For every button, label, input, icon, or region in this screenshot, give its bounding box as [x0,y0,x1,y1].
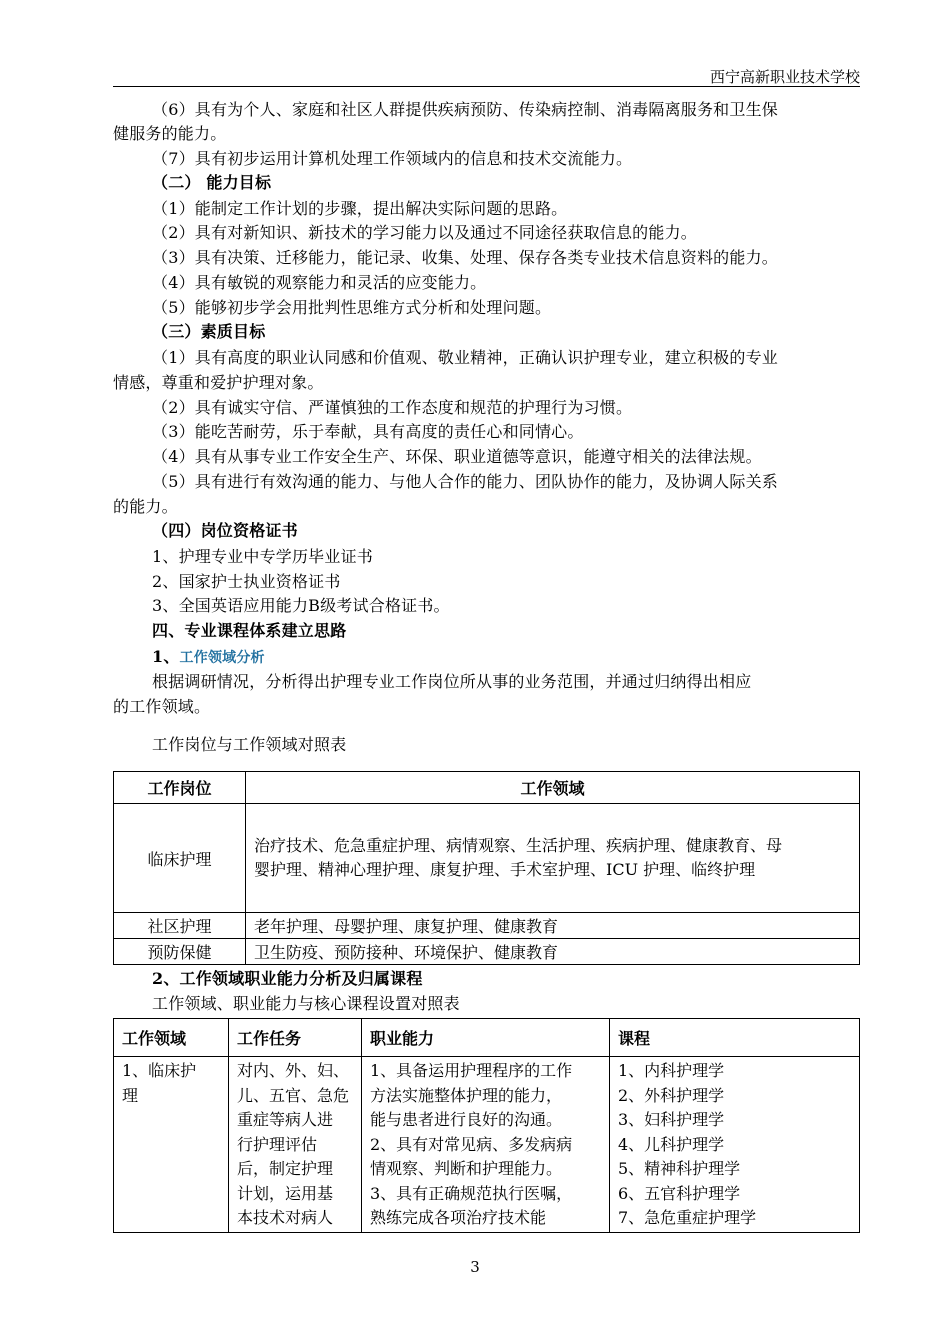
table-row [114,804,860,913]
task-cell [229,1057,362,1233]
cell-text: 本技术对病人 [237,1208,334,1227]
cell-text: 行护理评估 [237,1134,318,1154]
table-header-cell: 工作领域 [246,772,860,804]
table-caption: 工作岗位与工作领域对照表 [152,735,347,754]
post-domain-table [113,771,860,965]
domain-ability-course-table [113,1018,860,1233]
school-name: 西宁高新职业技术学校 [709,68,860,86]
course-item: 3、妇科护理学 [618,1110,725,1129]
subsection-link[interactable]: 工作领域分析 [179,650,265,666]
certificate-item: 2、国家护士执业资格证书 [152,572,341,591]
subsection-heading [152,645,899,670]
cell-text: 对内、外、妇、 [237,1061,350,1080]
post-cell: 临床护理 [114,804,246,913]
table-header-cell: 工作领域 [114,1019,229,1057]
post-cell: 预防保健 [114,939,246,965]
table-header-cell: 工作岗位 [114,772,246,804]
text-line: （4）具有敏锐的观察能力和灵活的应变能力。 [152,273,487,292]
text-line: （2）具有对新知识、新技术的学习能力以及通过不同途径获取信息的能力。 [152,223,697,242]
page-number: 3 [470,1258,480,1276]
subsection-number: 1、 [152,647,180,666]
table-row [114,939,860,965]
table-header-cell: 职业能力 [362,1019,610,1057]
cell-text: 儿、五官、急危 [237,1085,350,1105]
course-item: 6、五官科护理学 [618,1183,741,1203]
text-line: 的工作领域。 [113,697,211,716]
course-item: 5、精神科护理学 [618,1159,741,1178]
table-header-row [114,1019,860,1057]
course-item: 1、内科护理学 [618,1061,725,1080]
table-header-row [114,772,860,804]
table-header-cell: 工作任务 [229,1019,362,1057]
cell-text: 1、具备运用护理程序的工作 [370,1061,573,1080]
post-cell: 社区护理 [114,913,246,939]
certificate-item: 3、全国英语应用能力B级考试合格证书。 [152,596,450,615]
cell-text: 重症等病人进 [237,1110,334,1129]
table-caption: 工作领域、职业能力与核心课程设置对照表 [152,994,460,1013]
chapter-heading: 四、专业课程体系建立思路 [152,621,347,640]
cell-text: 能与患者进行良好的沟通。 [370,1110,563,1129]
text-line: （1）能制定工作计划的步骤，提出解决实际问题的思路。 [152,199,568,218]
text-line: 健服务的能力。 [113,124,227,143]
section-heading: （二） 能力目标 [152,173,272,192]
domain-cell [246,804,860,913]
text-line: （3）具有决策、迁移能力，能记录、收集、处理、保存各类专业技术信息资料的能力。 [152,248,778,267]
text-line: （1）具有高度的职业认同感和价值观、敬业精神，正确认识护理专业，建立积极的专业 [152,348,778,367]
domain-cell: 卫生防疫、预防接种、环境保护、健康教育 [246,939,860,965]
cell-text: 理 [122,1085,139,1105]
domain-cell: 老年护理、母婴护理、康复护理、健康教育 [246,913,860,939]
section-heading: （三）素质目标 [152,322,266,341]
domain-text: 婴护理、精神心理护理、康复护理、手术室护理、ICU 护理、临终护理 [254,860,756,879]
section-heading: （四）岗位资格证书 [152,521,298,540]
text-line: 的能力。 [113,497,178,516]
text-line: （3）能吃苦耐劳，乐于奉献，具有高度的责任心和同情心。 [152,422,584,441]
course-cell [610,1057,860,1233]
table-row [114,1057,860,1233]
cell-text: 1、临床护 [122,1061,197,1080]
cell-text: 熟练完成各项治疗技术能 [370,1208,547,1227]
cell-text: 方法实施整体护理的能力， [370,1085,563,1105]
course-item: 2、外科护理学 [618,1085,725,1105]
cell-text: 后，制定护理 [237,1159,334,1178]
cell-text: 情观察、判断和护理能力。 [370,1159,563,1178]
text-line: （2）具有诚实守信、严谨慎独的工作态度和规范的护理行为习惯。 [152,398,633,417]
course-item: 4、儿科护理学 [618,1134,725,1154]
text-line: 根据调研情况，分析得出护理专业工作岗位所从事的业务范围，并通过归纳得出相应 [152,672,752,691]
cell-text: 计划，运用基 [237,1183,334,1203]
page-header [113,60,860,87]
text-line: （4）具有从事专业工作安全生产、环保、职业道德等意识，能遵守相关的法律法规。 [152,447,762,466]
domain-cell [114,1057,229,1233]
course-item: 7、急危重症护理学 [618,1208,757,1227]
table-header-cell: 课程 [610,1019,860,1057]
text-line: 情感，尊重和爱护护理对象。 [113,373,324,392]
section-heading: 2、工作领域职业能力分析及归属课程 [152,969,423,988]
text-line: （7）具有初步运用计算机处理工作领域内的信息和技术交流能力。 [152,149,633,168]
text-line: （5）能够初步学会用批判性思维方式分析和处理问题。 [152,298,552,317]
domain-text: 治疗技术、危急重症护理、病情观察、生活护理、疾病护理、健康教育、母 [254,835,783,855]
text-line: （6）具有为个人、家庭和社区人群提供疾病预防、传染病控制、消毒隔离服务和卫生保 [152,100,778,119]
certificate-item: 1、护理专业中专学历毕业证书 [152,547,373,566]
table-row [114,913,860,939]
cell-text: 3、具有正确规范执行医嘱， [370,1183,573,1203]
ability-cell [362,1057,610,1233]
text-line: （5）具有进行有效沟通的能力、与他人合作的能力、团队协作的能力，及协调人际关系 [152,472,778,491]
cell-text: 2、具有对常见病、多发病病 [370,1134,573,1154]
